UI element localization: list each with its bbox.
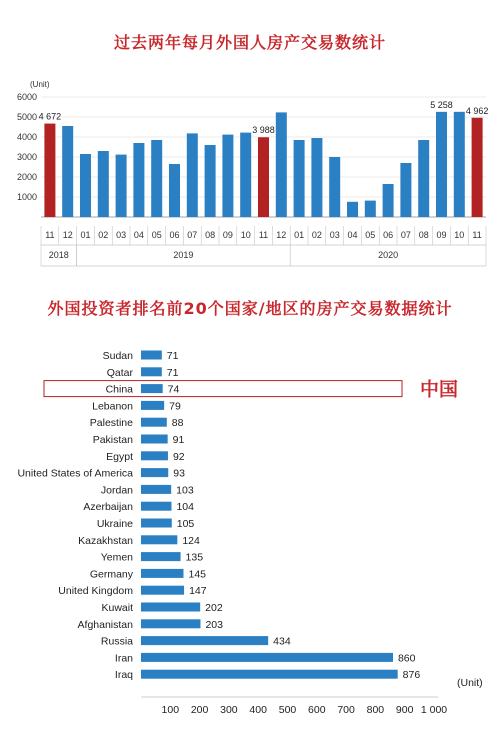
month-tick-label: 08 — [418, 230, 429, 240]
country-label: Jordan — [100, 484, 133, 497]
country-bar — [141, 552, 181, 561]
country-label: Sudan — [102, 350, 133, 362]
bar-value-label: 3 988 — [252, 125, 275, 136]
month-tick-label: 02 — [98, 230, 109, 240]
month-tick-label: 09 — [222, 230, 233, 240]
country-bar — [141, 653, 393, 662]
country-value-label: 105 — [176, 518, 195, 530]
country-label: Yemen — [100, 551, 133, 564]
country-bar — [141, 435, 168, 444]
country-label: Palestine — [89, 417, 133, 430]
y-unit-label: (Unit) — [30, 80, 50, 89]
country-label: Lebanon — [92, 400, 133, 413]
country-label: Pakistan — [92, 434, 133, 446]
country-label: Afghanistan — [77, 618, 133, 631]
country-value-label: 91 — [172, 434, 185, 446]
x-tick-label: 500 — [278, 704, 297, 716]
bar-value-label: 4 672 — [38, 111, 62, 122]
country-bar — [141, 367, 162, 376]
x-tick-label: 400 — [249, 704, 267, 716]
country-bar — [141, 502, 171, 511]
month-tick-label: 03 — [116, 230, 127, 240]
y-tick-label: 4000 — [16, 132, 37, 142]
country-bar — [141, 603, 200, 612]
country-label: United States of America — [17, 467, 133, 480]
country-bar — [141, 519, 172, 528]
x-tick-label: 700 — [337, 704, 355, 716]
country-bar — [141, 569, 183, 578]
month-tick-label: 09 — [436, 230, 447, 240]
country-value-label: 147 — [189, 585, 207, 598]
country-value-label: 104 — [176, 501, 195, 514]
country-label: Kuwait — [101, 602, 133, 614]
country-value-label: 860 — [397, 652, 416, 665]
year-label: 2020 — [378, 250, 399, 260]
x-tick-label: 800 — [366, 704, 385, 716]
country-bar — [141, 351, 162, 360]
country-bar — [141, 384, 163, 393]
country-value-label: 88 — [171, 417, 184, 430]
country-bar — [141, 535, 177, 544]
country-label: Russia — [100, 635, 133, 648]
country-label: Ukraine — [96, 518, 133, 530]
country-value-label: 74 — [167, 383, 180, 396]
country-value-label: 135 — [185, 551, 204, 564]
month-tick-label: 12 — [62, 230, 73, 240]
month-tick-label: 02 — [311, 230, 322, 240]
month-tick-label: 01 — [80, 230, 91, 240]
country-bar — [141, 451, 168, 460]
country-bar — [141, 636, 268, 645]
country-bar — [141, 619, 200, 628]
bottom-chart-title: 外国投资者排名前20个国家/地区的房产交易数据统计 — [47, 299, 453, 318]
country-label: Kazakhstan — [78, 534, 133, 547]
month-tick-label: 06 — [169, 230, 180, 240]
country-value-label: 93 — [173, 467, 185, 480]
country-bar — [141, 670, 398, 679]
highlight-box — [44, 381, 402, 397]
month-tick-label: 11 — [45, 230, 55, 240]
x-tick-label: 200 — [190, 704, 209, 716]
country-bar — [141, 586, 184, 595]
country-label: Egypt — [106, 450, 133, 463]
highlight-label: 中国 — [420, 378, 459, 401]
x-unit-label: (Unit) — [457, 677, 483, 689]
month-tick-label: 06 — [383, 230, 394, 240]
x-tick-label: 600 — [308, 704, 326, 716]
month-tick-label: 04 — [347, 230, 358, 240]
country-value-label: 71 — [166, 350, 179, 362]
year-label: 2019 — [173, 250, 194, 260]
country-value-label: 434 — [273, 635, 291, 648]
country-value-label: 79 — [169, 400, 181, 413]
country-value-label: 202 — [205, 602, 223, 614]
x-tick-label: 100 — [161, 704, 180, 716]
country-bar — [141, 401, 164, 410]
month-tick-label: 11 — [472, 230, 482, 240]
y-tick-label: 6000 — [16, 92, 37, 102]
country-label: Iraq — [114, 669, 133, 682]
month-tick-label: 12 — [276, 230, 287, 240]
month-tick-label: 07 — [187, 230, 198, 240]
country-label: Qatar — [106, 366, 133, 379]
country-label: Germany — [89, 568, 133, 581]
country-label: Iran — [114, 652, 133, 665]
country-value-label: 92 — [172, 450, 185, 463]
y-tick-label: 5000 — [16, 112, 37, 122]
top-chart-title: 过去两年每月外国人房产交易数统计 — [113, 33, 386, 52]
country-value-label: 103 — [176, 484, 194, 497]
country-label: Azerbaijan — [83, 501, 133, 514]
month-tick-label: 01 — [294, 230, 305, 240]
country-bar — [141, 468, 168, 477]
month-tick-label: 10 — [240, 230, 251, 240]
country-value-label: 203 — [205, 618, 224, 631]
year-label: 2018 — [48, 250, 69, 260]
y-tick-label: 3000 — [16, 152, 37, 162]
x-tick-label: 1 000 — [420, 704, 448, 716]
country-value-label: 145 — [188, 568, 207, 581]
country-value-label: 71 — [166, 366, 179, 379]
month-tick-label: 07 — [400, 230, 411, 240]
country-bar — [141, 485, 171, 494]
country-bar — [141, 418, 167, 427]
y-tick-label: 1000 — [16, 192, 37, 202]
month-tick-label: 05 — [365, 230, 376, 240]
x-tick-label: 900 — [395, 704, 414, 716]
country-value-label: 876 — [402, 669, 421, 682]
country-label: China — [105, 383, 133, 396]
country-value-label: 124 — [182, 534, 200, 547]
month-tick-label: 10 — [454, 230, 465, 240]
month-tick-label: 04 — [133, 230, 144, 240]
x-tick-label: 300 — [220, 704, 238, 716]
bar-value-label: 4 962 — [465, 105, 489, 116]
country-label: United Kingdom — [58, 585, 133, 598]
month-tick-label: 03 — [329, 230, 340, 240]
y-tick-label: 2000 — [16, 172, 37, 182]
month-tick-label: 05 — [151, 230, 162, 240]
bar-value-label: 5 258 — [430, 99, 453, 110]
month-tick-label: 08 — [205, 230, 216, 240]
month-tick-label: 11 — [258, 230, 269, 240]
